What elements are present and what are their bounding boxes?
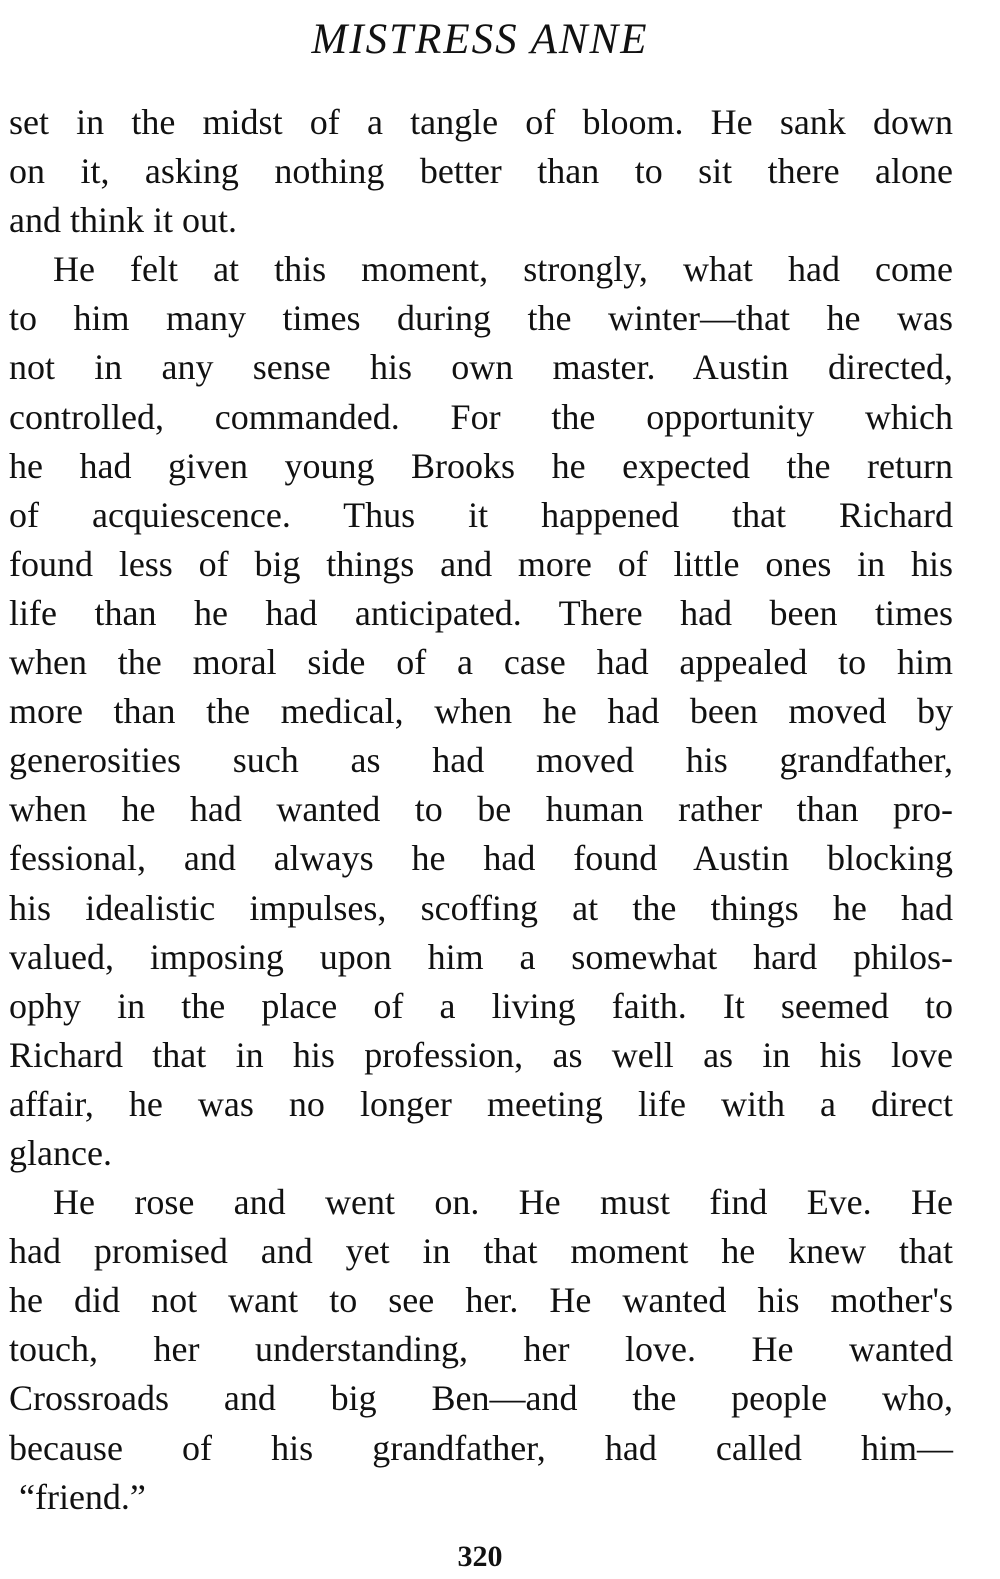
text-line: “friend.” bbox=[19, 1476, 146, 1517]
text-line: Crossroads and big Ben—and the people who, bbox=[9, 1378, 953, 1419]
text-line: glance. bbox=[9, 1132, 112, 1173]
body-text bbox=[9, 98, 953, 1522]
text-line: and think it out. bbox=[9, 200, 237, 241]
text-line: He rose and went on. He must find Eve. He bbox=[53, 1182, 953, 1223]
text-line: controlled, commanded. For the opportunity which bbox=[9, 396, 953, 437]
running-head: MISTRESS ANNE bbox=[311, 16, 649, 63]
text-line: Richard that in his profession, as well as in his love bbox=[9, 1034, 953, 1075]
text-line: more than the medical, when he had been moved by bbox=[9, 691, 953, 732]
text-line: fessional, and always he had found Austin blocking bbox=[9, 838, 953, 879]
text-line: set in the midst of a tangle of bloom. He sank down bbox=[9, 102, 953, 142]
text-line: his idealistic impulses, scoffing at the things he had bbox=[9, 887, 953, 928]
text-line: when the moral side of a case had appealed to him bbox=[9, 642, 953, 683]
text-line: on it, asking nothing better than to sit there alone bbox=[9, 151, 953, 192]
text-line: because of his grandfather, had called him— bbox=[9, 1427, 953, 1468]
text-line: He felt at this moment, strongly, what had come bbox=[53, 249, 953, 290]
text-line: affair, he was no longer meeting life with a direct bbox=[9, 1083, 953, 1124]
text-line: ophy in the place of a living faith. It seemed to bbox=[9, 985, 953, 1026]
text-line: generosities such as had moved his grandfather, bbox=[9, 740, 953, 781]
text-line: had promised and yet in that moment he knew that bbox=[9, 1231, 953, 1272]
text-line: he had given young Brooks he expected the return bbox=[9, 445, 953, 486]
text-line: found less of big things and more of little ones in his bbox=[9, 543, 953, 584]
text-line: he did not want to see her. He wanted his mother's bbox=[9, 1280, 953, 1321]
text-line: life than he had anticipated. There had been times bbox=[9, 592, 953, 633]
page-number: 320 bbox=[457, 1540, 503, 1573]
text-line: when he had wanted to be human rather than pro- bbox=[9, 789, 953, 830]
text-line: touch, her understanding, her love. He wanted bbox=[9, 1329, 953, 1370]
text-line: to him many times during the winter—that he was bbox=[9, 298, 953, 339]
text-line: not in any sense his own master. Austin directed, bbox=[9, 347, 953, 388]
text-line: valued, imposing upon him a somewhat hard philos- bbox=[9, 936, 953, 977]
text-line: of acquiescence. Thus it happened that Richard bbox=[9, 494, 953, 535]
